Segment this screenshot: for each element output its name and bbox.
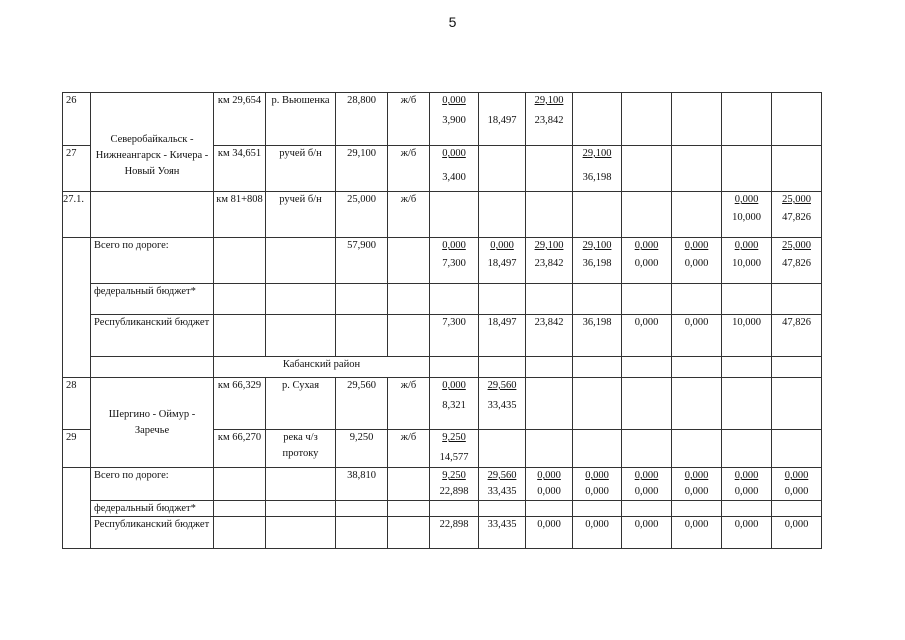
value-cell: 0,000	[672, 517, 722, 549]
length-cell: 25,000	[336, 192, 388, 238]
value-cell: 0,000	[722, 517, 772, 549]
value-cell: 0,000	[526, 517, 573, 549]
total-row	[63, 238, 822, 284]
row-number: 29	[63, 430, 91, 468]
value-cell: 22,898	[430, 517, 479, 549]
value-cell: 29,560 33,435	[479, 378, 526, 430]
value-cell: 29,100 23,842	[526, 238, 573, 284]
value-cell: 33,435	[479, 517, 526, 549]
type-cell: ж/б	[388, 430, 430, 468]
republic-row	[63, 517, 822, 549]
value-cell: 0,000	[573, 517, 622, 549]
total-label: Всего по дороге:	[91, 238, 214, 284]
value-cell: 0,000 0,000	[573, 468, 622, 501]
value-cell: 0,000 0,000	[526, 468, 573, 501]
page-number: 5	[448, 14, 457, 30]
value-cell: 0,000 0,000	[622, 238, 672, 284]
river-cell: р. Сухая	[266, 378, 336, 430]
km-cell: км 66,270	[214, 430, 266, 468]
length-cell: 29,100	[336, 146, 388, 192]
federal-label: федеральный бюджет*	[91, 500, 214, 517]
type-cell: ж/б	[388, 378, 430, 430]
value-cell: 0,000 8,321	[430, 378, 479, 430]
value-cell: 23,842	[526, 315, 573, 357]
value-cell: 0,000	[622, 517, 672, 549]
row-number: 28	[63, 378, 91, 430]
table-row	[63, 378, 822, 430]
republic-label: Республиканский бюджет	[91, 315, 214, 357]
total-row	[63, 468, 822, 501]
type-cell: ж/б	[388, 93, 430, 146]
value-cell: 0,000 0,000	[672, 238, 722, 284]
river-cell: ручей б/н	[266, 192, 336, 238]
value-cell: 0,000 0,000	[722, 468, 772, 501]
value-cell: 10,000	[722, 315, 772, 357]
type-cell: ж/б	[388, 192, 430, 238]
type-cell: ж/б	[388, 146, 430, 192]
km-cell: км 29,654	[214, 93, 266, 146]
row-number: 27	[63, 146, 91, 192]
value-cell: 25,000 47,826	[772, 238, 822, 284]
value-cell: 0,000 0,000	[672, 468, 722, 501]
value-cell: 29,100 36,198	[573, 146, 622, 192]
table-row	[63, 93, 822, 146]
length-cell: 38,810	[336, 468, 388, 501]
km-cell: км 34,651	[214, 146, 266, 192]
total-label: Всего по дороге:	[91, 468, 214, 501]
value-cell: 18,497	[479, 93, 526, 146]
value-cell: 47,826	[772, 315, 822, 357]
value-cell: 29,100 23,842	[526, 93, 573, 146]
district-title: Кабанский район	[214, 357, 430, 378]
value-cell: 0,000	[622, 315, 672, 357]
length-cell: 28,800	[336, 93, 388, 146]
river-cell: ручей б/н	[266, 146, 336, 192]
river-cell: река ч/з протоку	[266, 430, 336, 468]
value-cell: 25,000 47,826	[772, 192, 822, 238]
value-cell: 0,000 0,000	[772, 468, 822, 501]
value-cell: 18,497	[479, 315, 526, 357]
length-cell: 57,900	[336, 238, 388, 284]
value-cell: 0,000 3,400	[430, 146, 479, 192]
road-name: Северобайкальск - Нижнеангарск - Кичера - Новый Уоян	[91, 93, 214, 192]
river-cell: р. Вьюшенка	[266, 93, 336, 146]
federal-row	[63, 284, 822, 315]
length-cell: 29,560	[336, 378, 388, 430]
federal-row	[63, 500, 822, 517]
value-cell: 0,000 7,300	[430, 238, 479, 284]
km-cell: км 66,329	[214, 378, 266, 430]
value-cell: 0,000 3,900	[430, 93, 479, 146]
value-cell: 29,100 36,198	[573, 238, 622, 284]
value-cell: 0,000 18,497	[479, 238, 526, 284]
value-cell: 0,000	[672, 315, 722, 357]
republic-label: Республиканский бюджет	[91, 517, 214, 549]
value-cell: 9,250 14,577	[430, 430, 479, 468]
district-row	[63, 357, 822, 378]
value-cell: 9,250 22,898	[430, 468, 479, 501]
value-cell: 29,560 33,435	[479, 468, 526, 501]
row-number: 27.1.	[63, 192, 91, 238]
row-number: 26	[63, 93, 91, 146]
value-cell: 36,198	[573, 315, 622, 357]
value-cell: 0,000 0,000	[622, 468, 672, 501]
length-cell: 9,250	[336, 430, 388, 468]
budget-table	[62, 92, 822, 549]
table-row	[63, 192, 822, 238]
value-cell: 7,300	[430, 315, 479, 357]
value-cell: 0,000 10,000	[722, 192, 772, 238]
federal-label: федеральный бюджет*	[91, 284, 214, 315]
value-cell: 0,000	[772, 517, 822, 549]
value-cell: 0,000 10,000	[722, 238, 772, 284]
republic-row	[63, 315, 822, 357]
km-cell: км 81+808	[214, 192, 266, 238]
road-name: Шергино - Оймур - Заречье	[91, 378, 214, 468]
